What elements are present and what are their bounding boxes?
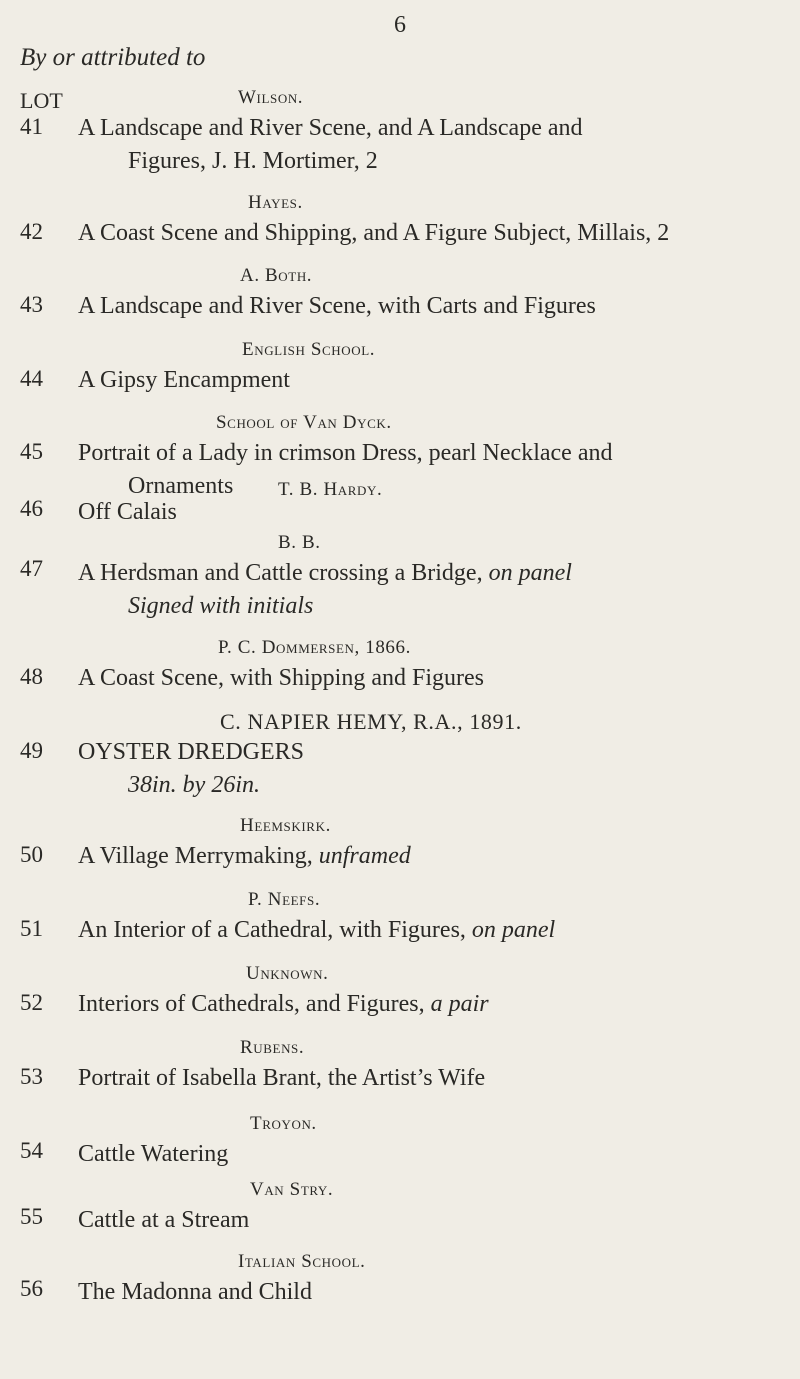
lot-artist: C. NAPIER HEMY, R.A., 1891.: [220, 709, 522, 734]
lot-number: 55: [20, 1204, 43, 1229]
lot-title-cont: Ornaments: [128, 473, 234, 499]
lot-title: A Village Merrymaking,: [78, 843, 313, 869]
lot-entry: [20, 189, 780, 250]
lot-title: A Landscape and River Scene, and A Landscape and: [78, 115, 583, 141]
lot-artist: Troyon.: [250, 1113, 317, 1134]
lot-artist: Unknown.: [246, 963, 329, 984]
lot-title: A Coast Scene and Shipping, and A Figure Subject, Millais, 2: [78, 220, 670, 246]
lot-entry: [20, 812, 780, 873]
lot-title: A Landscape and River Scene, with Carts and Figures: [78, 293, 596, 319]
lot-number: 43: [20, 292, 43, 317]
lot-artist: P. C. Dommersen, 1866.: [218, 637, 411, 658]
lot-title: Cattle at a Stream: [78, 1207, 250, 1233]
lot-artist: Italian School.: [238, 1251, 366, 1272]
lot-number: 48: [20, 664, 43, 689]
lot-title: A Coast Scene, with Shipping and Figures: [78, 665, 484, 691]
lot-description: [78, 662, 780, 695]
lot-number: 49: [20, 738, 43, 763]
lot-number: 53: [20, 1064, 43, 1089]
lot-artist: A. Both.: [240, 265, 313, 286]
lot-number: 50: [20, 842, 43, 867]
lot-description: [78, 557, 780, 623]
lot-description: [78, 1204, 780, 1237]
lot-title: A Herdsman and Cattle crossing a Bridge,: [78, 560, 483, 586]
lot-number: 44: [20, 366, 43, 391]
lot-artist: Hayes.: [248, 192, 303, 213]
lot-number: 41: [20, 114, 43, 139]
lot-description: [78, 112, 780, 178]
lot-description: [78, 290, 780, 323]
lot-entry: [20, 529, 780, 623]
lot-artist: English School.: [242, 339, 376, 360]
lot-artist: Wilson.: [238, 87, 304, 108]
section-heading: By or attributed to: [20, 44, 206, 71]
lot-entry: [20, 476, 780, 529]
lot-description: [78, 840, 780, 873]
lot-artist: B. B.: [278, 532, 321, 553]
lot-title: Portrait of a Lady in crimson Dress, pearl Necklace and: [78, 440, 613, 466]
lot-entry: [20, 1110, 780, 1171]
lot-dimensions: 38in. by 26in.: [128, 772, 260, 798]
lot-note: unframed: [318, 843, 411, 869]
lot-title: OYSTER DREDGERS: [78, 739, 305, 765]
lot-number: 42: [20, 219, 43, 244]
lot-description: [78, 914, 780, 947]
lot-description: [78, 1062, 780, 1095]
lot-title: The Madonna and Child: [78, 1279, 312, 1305]
lot-description: [78, 217, 780, 250]
lot-number: 51: [20, 916, 43, 941]
lot-artist: Rubens.: [240, 1037, 305, 1058]
lot-description: [78, 988, 780, 1021]
lot-number: 52: [20, 990, 43, 1015]
lot-description: [78, 1138, 780, 1171]
lot-entry: [20, 336, 780, 397]
lot-number: 45: [20, 439, 43, 464]
lot-title: Interiors of Cathedrals, and Figures,: [78, 991, 425, 1017]
page-number: 6: [394, 12, 406, 38]
lot-entry: [20, 634, 780, 695]
lot-title-cont: Figures, J. H. Mortimer, 2: [128, 148, 378, 174]
lot-entry: [20, 886, 780, 947]
lot-entry: [20, 1034, 780, 1095]
lot-description: [78, 364, 780, 397]
lot-title: An Interior of a Cathedral, with Figures,: [78, 917, 466, 943]
lot-title: A Gipsy Encampment: [78, 367, 290, 393]
lot-artist: Heemskirk.: [240, 815, 331, 836]
lot-entry: [20, 960, 780, 1021]
lot-note: on panel: [488, 560, 572, 586]
lot-artist: P. Neefs.: [248, 889, 321, 910]
lot-artist: School of Van Dyck.: [216, 412, 392, 433]
lot-title: Off Calais: [78, 499, 177, 525]
lot-column-label: LOT: [20, 88, 63, 113]
lot-number: 56: [20, 1276, 43, 1301]
lot-artist: T. B. Hardy.: [278, 479, 383, 500]
lot-note-line: Signed with initials: [128, 593, 314, 619]
lot-note: on panel: [471, 917, 556, 943]
lot-description: [78, 1276, 780, 1309]
lot-note: a pair: [430, 991, 489, 1017]
lot-title: Cattle Watering: [78, 1141, 229, 1167]
lot-artist: Van Stry.: [250, 1179, 334, 1200]
lot-entry: [20, 262, 780, 323]
lot-description: [78, 736, 780, 802]
lot-entry: [20, 84, 780, 178]
lot-number: 54: [20, 1138, 43, 1163]
lot-entry: [20, 708, 780, 802]
lot-entry: [20, 1176, 780, 1237]
lot-number: 46: [20, 496, 43, 521]
lot-entry: [20, 1248, 780, 1309]
lot-description: [78, 496, 780, 529]
lot-number: 47: [20, 556, 43, 581]
lot-title: Portrait of Isabella Brant, the Artist’s Wife: [78, 1065, 486, 1091]
